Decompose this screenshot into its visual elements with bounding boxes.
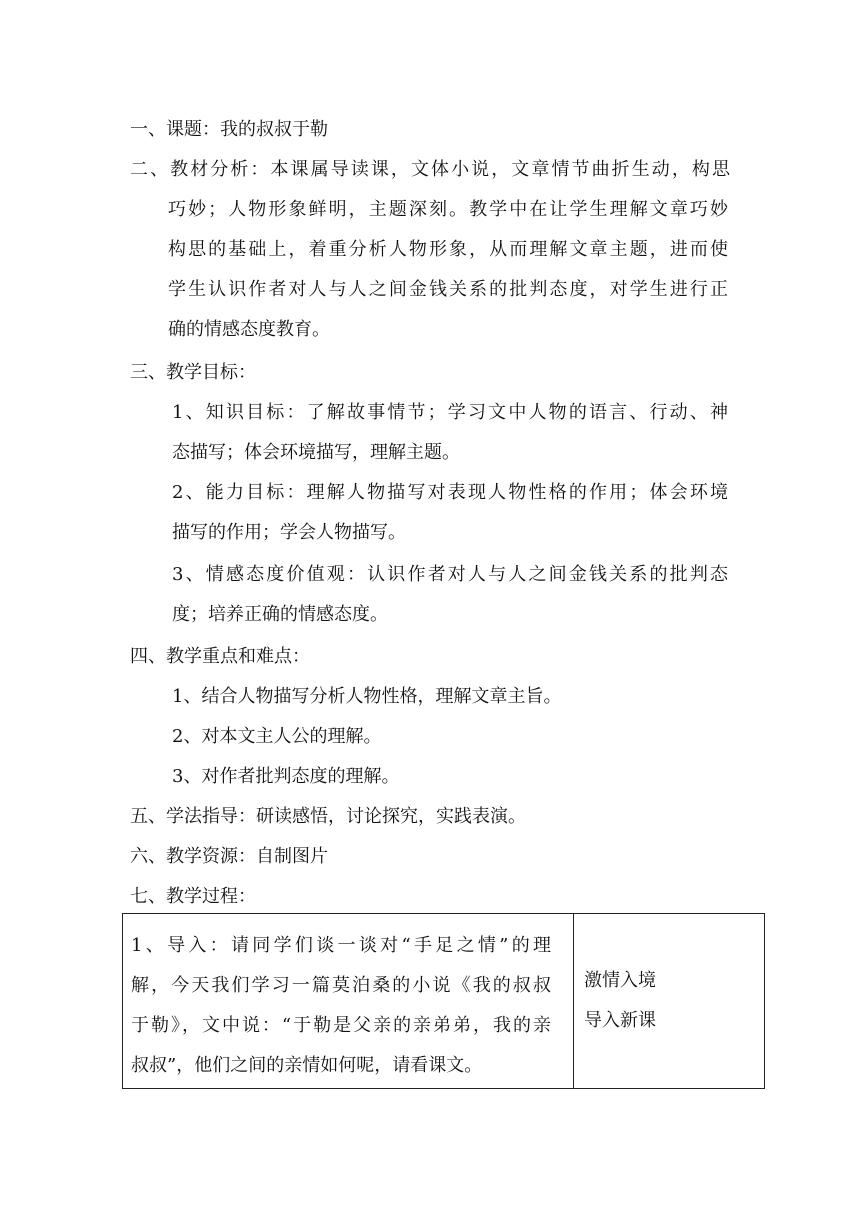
- key-point-1: 1、结合人物描写分析人物性格，理解文章主旨。: [172, 686, 562, 707]
- goal-emotion-line-1: 3、情感态度价值观：认识作者对人与人之间金钱关系的批判态: [172, 564, 728, 585]
- section-material-analysis-line-2: 巧妙；人物形象鲜明，主题深刻。教学中在让学生理解文章巧妙: [168, 199, 728, 220]
- goal-knowledge-line-2: 态描写；体会环境描写，理解主题。: [172, 442, 460, 463]
- section-study-guidance: 五、学法指导：研读感悟，讨论探究，实践表演。: [130, 806, 526, 827]
- table-row: [123, 914, 765, 1089]
- goal-knowledge-line-1: 1、知识目标：了解故事情节；学习文中人物的语言、行动、神: [172, 402, 728, 423]
- section-material-analysis-line-1: 二、教材分析：本课属导读课，文体小说，文章情节曲折生动，构思: [130, 159, 730, 180]
- key-point-3: 3、对作者批判态度的理解。: [172, 766, 400, 787]
- goal-ability-line-2: 描写的作用；学会人物描写。: [172, 522, 406, 543]
- teaching-process-table: [122, 913, 765, 1089]
- key-point-2: 2、对本文主人公的理解。: [172, 726, 382, 747]
- process-content-line: 叔叔”，他们之间的亲情如何呢，请看课文。: [131, 1055, 483, 1076]
- section-teaching-goals-heading: 三、教学目标：: [130, 362, 256, 383]
- process-content-cell: [123, 914, 574, 1089]
- section-teaching-resources: 六、教学资源：自制图片: [130, 846, 328, 867]
- section-material-analysis-line-3: 构思的基础上，着重分析人物形象，从而理解文章主题，进而使: [168, 239, 728, 260]
- process-content-line: 1、导入：请同学们谈一谈对“手足之情”的理: [131, 935, 551, 956]
- section-material-analysis-line-5: 确的情感态度教育。: [168, 319, 330, 340]
- goal-ability-line-1: 2、能力目标：理解人物描写对表现人物性格的作用；体会环境: [172, 482, 728, 503]
- process-note-line: 激情入境: [584, 970, 656, 991]
- section-material-analysis-line-4: 学生认识作者对人与人之间金钱关系的批判态度，对学生进行正: [168, 279, 728, 300]
- process-note-line: 导入新课: [584, 1010, 656, 1031]
- section-teaching-process: 七、教学过程：: [130, 886, 256, 907]
- process-note-cell: [574, 914, 765, 1089]
- goal-emotion-line-2: 度；培养正确的情感态度。: [172, 604, 388, 625]
- section-key-points-heading: 四、教学重点和难点：: [130, 646, 310, 667]
- section-title-topic: 一、课题：我的叔叔于勒: [130, 119, 328, 140]
- process-content-line: 解，今天我们学习一篇莫泊桑的小说《我的叔叔: [131, 975, 551, 996]
- process-content-line: 于勒》，文中说：“于勒是父亲的亲弟弟，我的亲: [131, 1015, 551, 1036]
